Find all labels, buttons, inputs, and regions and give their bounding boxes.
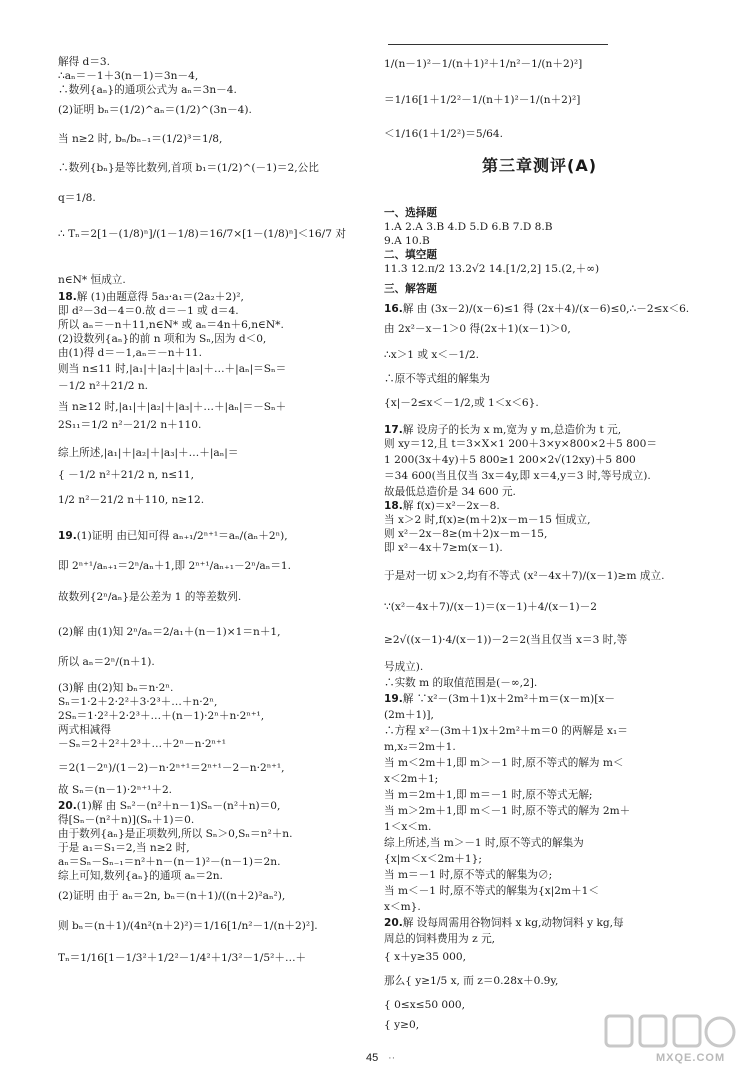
right-line: 号成立).: [384, 661, 424, 673]
left-line: Tₙ＝1/16[1－1/3²＋1/2²－1/4²＋1/3²－1/5²＋…＋: [58, 952, 307, 964]
line-text: 解 (1)由题意得 5a₃·a₁＝(2a₂＋2)²,: [76, 291, 244, 303]
left-line: ∴ Tₙ＝2[1－(1/8)ⁿ]/(1－1/8)＝16/7×[1－(1/8)ⁿ]＜16/7 对: [58, 228, 346, 240]
left-line: aₙ＝Sₙ－Sₙ₋₁＝n²＋n－(n－1)²－(n－1)＝2n.: [58, 856, 281, 868]
page-tick: ··: [388, 1052, 396, 1064]
left-line: ∴数列{aₙ}的通项公式为 aₙ＝3n－4.: [58, 84, 237, 96]
left-line: 当 n≥2 时, bₙ/bₙ₋₁＝(1/2)³＝1/8,: [58, 133, 223, 145]
problem-number: 一、选择题: [384, 207, 437, 219]
left-line: 所以 aₙ＝－n＋11,n∈N* 或 aₙ＝4n＋6,n∈N*.: [58, 319, 284, 331]
left-line: q＝1/8.: [58, 192, 96, 204]
right-line: [384, 917, 624, 930]
right-line: ≥2√((x－1)·4/(x－1))－2＝2(当且仅当 x＝3 时,等: [384, 634, 628, 646]
left-line: 得[Sₙ－(n²＋n)](Sₙ＋1)＝0.: [58, 814, 195, 826]
right-line: 11.3 12.π/2 13.2√2 14.[1/2,2] 15.(2,＋∞): [384, 263, 600, 275]
right-line: m,x₂＝2m＋1.: [384, 741, 456, 753]
problem-number: 17.: [384, 424, 403, 436]
left-line: { －1/2 n²＋21/2 n, n≤11,: [58, 469, 195, 481]
problem-number: 20.: [384, 917, 403, 929]
left-line: 2S₁₁＝1/2 n²－21/2 n＋110.: [58, 419, 202, 431]
right-line: 当 m＝2m＋1,即 m＝－1 时,原不等式无解;: [384, 789, 593, 801]
line-text: (1)解 由 Sₙ²－(n²＋n－1)Sₙ－(n²＋n)＝0,: [76, 800, 281, 812]
right-line: ∴实数 m 的取值范围是(－∞,2].: [384, 677, 538, 689]
right-line: 周总的饲料费用为 z 元,: [384, 933, 496, 945]
left-line: ＝2(1－2ⁿ)/(1－2)－n·2ⁿ⁺¹＝2ⁿ⁺¹－2－n·2ⁿ⁺¹,: [58, 762, 285, 774]
left-line: －Sₙ＝2＋2²＋2³＋…＋2ⁿ－n·2ⁿ⁺¹: [58, 738, 226, 750]
left-line: 当 n≥12 时,|a₁|＋|a₂|＋|a₃|＋…＋|aₙ|＝－Sₙ＋: [58, 401, 287, 413]
left-line: 即 2ⁿ⁺¹/aₙ₊₁＝2ⁿ/aₙ＋1,即 2ⁿ⁺¹/aₙ₊₁－2ⁿ/aₙ＝1.: [58, 560, 292, 572]
left-line: (2)设数列{aₙ}的前 n 项和为 Sₙ,因为 d＜0,: [58, 333, 267, 345]
right-line: [384, 424, 621, 437]
right-line: 1＜x＜m.: [384, 821, 432, 833]
right-line: { 0≤x≤50 000,: [384, 999, 466, 1011]
left-line: [58, 291, 244, 304]
left-line: 解得 d＝3.: [58, 56, 111, 68]
right-line: [384, 207, 437, 220]
left-line: ∴数列{bₙ}是等比数列,首项 b₁＝(1/2)^(－1)＝2,公比: [58, 162, 319, 174]
right-line: { y≥0,: [384, 1019, 420, 1031]
right-line: ＝1/16[1＋1/2²－1/(n＋1)²－1/(n＋2)²]: [384, 94, 581, 106]
fraction-rule: [388, 44, 608, 45]
right-line: 当 m＞2m＋1,即 m＜－1 时,原不等式的解为 2m＋: [384, 805, 631, 817]
left-line: [58, 530, 288, 543]
right-line: 那么{ y≥1/5 x, 而 z＝0.28x＋0.9y,: [384, 975, 559, 987]
left-line: 由于数列{aₙ}是正项数列,所以 Sₙ＞0,Sₙ＝n²＋n.: [58, 828, 293, 840]
problem-number: 19.: [58, 530, 77, 542]
right-line: ∴原不等式组的解集为: [384, 373, 490, 385]
line-text: 解 f(x)＝x²－2x－8.: [402, 500, 500, 512]
right-line: ＝34 600(当且仅当 3x＝4y,即 x＝4,y＝3 时,等号成立).: [384, 470, 651, 482]
left-line: (2)解 由(1)知 2ⁿ/aₙ＝2/a₁＋(n－1)×1＝n＋1,: [58, 626, 281, 638]
right-line: 于是对一切 x＞2,均有不等式 (x²－4x＋7)/(x－1)≥m 成立.: [384, 570, 665, 582]
right-line: [384, 500, 500, 513]
right-line: {x|－2≤x＜－1/2,或 1＜x＜6}.: [384, 397, 539, 409]
right-line: x＜m}.: [384, 901, 421, 913]
right-line: 1 200(3x＋4y)＋5 800≥1 200×2√(12xy)＋5 800: [384, 454, 636, 466]
right-line: 当 x＞2 时,f(x)≥(m＋2)x－m－15 恒成立,: [384, 514, 591, 526]
problem-number: 20.: [58, 800, 77, 812]
right-line: [384, 283, 437, 296]
right-line: 1.A 2.A 3.B 4.D 5.D 6.B 7.D 8.B: [384, 221, 553, 233]
left-line: Sₙ＝1·2＋2·2²＋3·2³＋…＋n·2ⁿ,: [58, 696, 218, 708]
left-line: 故数列{2ⁿ/aₙ}是公差为 1 的等差数列.: [58, 591, 242, 603]
right-line: { x＋y≥35 000,: [384, 951, 466, 963]
right-line: 综上所述,当 m＞－1 时,原不等式的解集为: [384, 837, 584, 849]
left-line: (2)证明 由于 aₙ＝2n, bₙ＝(n＋1)/((n＋2)²aₙ²),: [58, 890, 286, 902]
section-heading: 第三章测评(A): [482, 156, 598, 175]
left-line: 综上可知,数列{aₙ}的通项 aₙ＝2n.: [58, 870, 223, 882]
right-line: 由 2x²－x－1＞0 得(2x＋1)(x－1)＞0,: [384, 323, 571, 335]
right-line: 故最低总造价是 34 600 元.: [384, 486, 516, 498]
problem-number: 16.: [384, 303, 403, 315]
left-line: 所以 aₙ＝2ⁿ/(n＋1).: [58, 656, 155, 668]
problem-number: 二、填空题: [384, 249, 437, 261]
watermark-text: MXQE.COM: [656, 1052, 726, 1064]
left-line: 则当 n≤11 时,|a₁|＋|a₂|＋|a₃|＋…＋|aₙ|＝Sₙ＝: [58, 363, 287, 375]
left-line: 两式相减得: [58, 724, 111, 736]
left-line: (2)证明 bₙ＝(1/2)^aₙ＝(1/2)^(3n－4).: [58, 104, 252, 116]
page-number: 45: [366, 1052, 379, 1064]
line-text: 解 由 (3x－2)/(x－6)≤1 得 (2x＋4)/(x－6)≤0,∴－2≤x＜6.: [402, 303, 690, 315]
problem-number: 三、解答题: [384, 283, 437, 295]
right-line: ＜1/16(1＋1/2²)＝5/64.: [384, 128, 504, 140]
right-line: 当 m＜－1 时,原不等式的解集为{x|2m＋1＜: [384, 885, 600, 897]
left-line: 2Sₙ＝1·2²＋2·2³＋…＋(n－1)·2ⁿ＋n·2ⁿ⁺¹,: [58, 710, 265, 722]
right-line: (2m＋1)],: [384, 709, 434, 721]
left-line: 1/2 n²－21/2 n＋110, n≥12.: [58, 494, 205, 506]
line-text: 解 设房子的长为 x m,宽为 y m,总造价为 t 元,: [402, 424, 622, 436]
problem-number: 18.: [58, 291, 77, 303]
line-text: (1)证明 由已知可得 aₙ₊₁/2ⁿ⁺¹＝aₙ/(aₙ＋2ⁿ),: [76, 530, 288, 542]
right-line: [384, 303, 689, 316]
right-line: 则 xy＝12,且 t＝3×X×1 200＋3×y×800×2＋5 800＝: [384, 438, 657, 450]
right-line: 当 m＝－1 时,原不等式的解集为∅;: [384, 869, 553, 881]
right-line: ∴x＞1 或 x＜－1/2.: [384, 349, 479, 361]
left-line: 由(1)得 d＝－1,aₙ＝－n＋11.: [58, 347, 202, 359]
right-line: [384, 693, 615, 706]
left-line: 则 bₙ＝(n＋1)/(4n²(n＋2)²)＝1/16[1/n²－1/(n＋2)²].: [58, 920, 318, 932]
left-line: [58, 800, 280, 813]
right-line: 9.A 10.B: [384, 235, 430, 247]
left-line: 综上所述,|a₁|＋|a₂|＋|a₃|＋…＋|aₙ|＝: [58, 447, 239, 459]
right-line: 1/(n－1)²－1/(n＋1)²＋1/n²－1/(n＋2)²]: [384, 58, 583, 70]
right-line: ∴方程 x²－(3m＋1)x＋2m²＋m＝0 的两解是 x₁＝: [384, 725, 628, 737]
left-line: 于是 a₁＝S₁＝2,当 n≥2 时,: [58, 842, 190, 854]
line-text: 解 ∵x²－(3m＋1)x＋2m²＋m＝(x－m)[x－: [402, 693, 615, 705]
right-line: {x|m＜x＜2m＋1};: [384, 853, 482, 865]
left-line: (3)解 由(2)知 bₙ＝n·2ⁿ.: [58, 682, 174, 694]
right-line: ∵(x²－4x＋7)/(x－1)＝(x－1)＋4/(x－1)－2: [384, 601, 597, 613]
left-line: 故 Sₙ＝(n－1)·2ⁿ⁺¹＋2.: [58, 784, 173, 796]
right-line: x＜2m＋1;: [384, 773, 439, 785]
left-line: 即 d²－3d－4＝0.故 d＝－1 或 d＝4.: [58, 305, 239, 317]
right-line: [384, 249, 437, 262]
line-text: 解 设每周需用谷物饲料 x kg,动物饲料 y kg,每: [402, 917, 624, 929]
problem-number: 19.: [384, 693, 403, 705]
left-line: －1/2 n²＋21/2 n.: [58, 380, 149, 392]
left-line: ∴aₙ＝－1＋3(n－1)＝3n－4,: [58, 70, 199, 82]
left-line: n∈N* 恒成立.: [58, 274, 126, 286]
problem-number: 18.: [384, 500, 403, 512]
right-line: 当 m＜2m＋1,即 m＞－1 时,原不等式的解为 m＜: [384, 757, 624, 769]
right-line: 则 x²－2x－8≥(m＋2)x－m－15,: [384, 528, 548, 540]
right-line: 即 x²－4x＋7≥m(x－1).: [384, 542, 503, 554]
